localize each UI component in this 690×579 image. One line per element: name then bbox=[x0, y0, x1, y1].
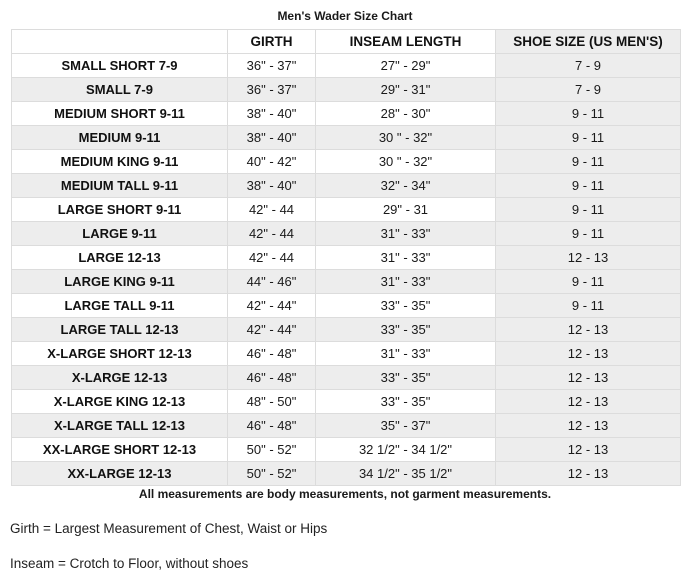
size-cell: LARGE TALL 9-11 bbox=[12, 294, 228, 318]
chart-title: Men's Wader Size Chart bbox=[277, 9, 413, 23]
size-cell: MEDIUM 9-11 bbox=[12, 126, 228, 150]
header-inseam-length: INSEAM LENGTH bbox=[316, 30, 496, 54]
table-row bbox=[12, 414, 681, 438]
size-cell: SMALL 7-9 bbox=[12, 78, 228, 102]
inseam-cell: 32 1/2" - 34 1/2" bbox=[316, 438, 496, 462]
shoe-size-cell: 9 - 11 bbox=[496, 294, 681, 318]
shoe-size-cell: 9 - 11 bbox=[496, 126, 681, 150]
shoe-size-cell: 12 - 13 bbox=[496, 414, 681, 438]
size-cell: XX-LARGE SHORT 12-13 bbox=[12, 438, 228, 462]
header-shoe-size: SHOE SIZE (US MEN'S) bbox=[496, 30, 681, 54]
inseam-cell: 30 " - 32" bbox=[316, 150, 496, 174]
table-row bbox=[12, 78, 681, 102]
table-row bbox=[12, 342, 681, 366]
girth-cell: 38" - 40" bbox=[228, 102, 316, 126]
size-cell: X-LARGE TALL 12-13 bbox=[12, 414, 228, 438]
girth-cell: 46" - 48" bbox=[228, 342, 316, 366]
table-row bbox=[12, 198, 681, 222]
table-row bbox=[12, 438, 681, 462]
shoe-size-cell: 9 - 11 bbox=[496, 174, 681, 198]
table-row bbox=[12, 462, 681, 486]
inseam-cell: 33" - 35" bbox=[316, 318, 496, 342]
size-cell: LARGE 12-13 bbox=[12, 246, 228, 270]
shoe-size-cell: 7 - 9 bbox=[496, 78, 681, 102]
size-cell: MEDIUM TALL 9-11 bbox=[12, 174, 228, 198]
inseam-cell: 29" - 31 bbox=[316, 198, 496, 222]
inseam-cell: 31" - 33" bbox=[316, 270, 496, 294]
table-row bbox=[12, 174, 681, 198]
girth-cell: 42" - 44 bbox=[228, 222, 316, 246]
size-cell: XX-LARGE 12-13 bbox=[12, 462, 228, 486]
shoe-size-cell: 12 - 13 bbox=[496, 246, 681, 270]
table-row bbox=[12, 366, 681, 390]
girth-cell: 42" - 44 bbox=[228, 198, 316, 222]
table-row bbox=[12, 102, 681, 126]
inseam-cell: 32" - 34" bbox=[316, 174, 496, 198]
inseam-cell: 29" - 31" bbox=[316, 78, 496, 102]
header-size bbox=[12, 30, 228, 54]
table-row bbox=[12, 246, 681, 270]
girth-cell: 44" - 46" bbox=[228, 270, 316, 294]
size-cell: LARGE TALL 12-13 bbox=[12, 318, 228, 342]
shoe-size-cell: 7 - 9 bbox=[496, 54, 681, 78]
measurement-note: All measurements are body measurements, not garment measurements. bbox=[138, 487, 552, 501]
girth-cell: 38" - 40" bbox=[228, 126, 316, 150]
inseam-cell: 35" - 37" bbox=[316, 414, 496, 438]
girth-cell: 36" - 37" bbox=[228, 78, 316, 102]
size-cell: MEDIUM KING 9-11 bbox=[12, 150, 228, 174]
inseam-cell: 27" - 29" bbox=[316, 54, 496, 78]
table-row bbox=[12, 294, 681, 318]
shoe-size-cell: 12 - 13 bbox=[496, 438, 681, 462]
table-row bbox=[12, 390, 681, 414]
girth-definition: Girth = Largest Measurement of Chest, Waist or Hips bbox=[10, 521, 328, 536]
inseam-cell: 30 " - 32" bbox=[316, 126, 496, 150]
table-header-row bbox=[12, 30, 681, 54]
girth-cell: 48" - 50" bbox=[228, 390, 316, 414]
table-row bbox=[12, 54, 681, 78]
shoe-size-cell: 12 - 13 bbox=[496, 342, 681, 366]
size-chart-table bbox=[11, 29, 681, 486]
size-cell: MEDIUM SHORT 9-11 bbox=[12, 102, 228, 126]
size-cell: SMALL SHORT 7-9 bbox=[12, 54, 228, 78]
table-row bbox=[12, 150, 681, 174]
table-row bbox=[12, 270, 681, 294]
shoe-size-cell: 9 - 11 bbox=[496, 198, 681, 222]
inseam-cell: 33" - 35" bbox=[316, 294, 496, 318]
table-row bbox=[12, 318, 681, 342]
size-cell: LARGE KING 9-11 bbox=[12, 270, 228, 294]
size-cell: LARGE 9-11 bbox=[12, 222, 228, 246]
size-cell: X-LARGE SHORT 12-13 bbox=[12, 342, 228, 366]
girth-cell: 50" - 52" bbox=[228, 462, 316, 486]
inseam-cell: 31" - 33" bbox=[316, 222, 496, 246]
table-row bbox=[12, 126, 681, 150]
inseam-cell: 28" - 30" bbox=[316, 102, 496, 126]
girth-cell: 46" - 48" bbox=[228, 414, 316, 438]
shoe-size-cell: 9 - 11 bbox=[496, 102, 681, 126]
table-row bbox=[12, 222, 681, 246]
size-cell: X-LARGE 12-13 bbox=[12, 366, 228, 390]
girth-cell: 46" - 48" bbox=[228, 366, 316, 390]
shoe-size-cell: 12 - 13 bbox=[496, 366, 681, 390]
shoe-size-cell: 12 - 13 bbox=[496, 318, 681, 342]
inseam-cell: 33" - 35" bbox=[316, 390, 496, 414]
girth-cell: 42" - 44" bbox=[228, 294, 316, 318]
size-cell: LARGE SHORT 9-11 bbox=[12, 198, 228, 222]
inseam-cell: 31" - 33" bbox=[316, 246, 496, 270]
shoe-size-cell: 12 - 13 bbox=[496, 462, 681, 486]
shoe-size-cell: 9 - 11 bbox=[496, 270, 681, 294]
girth-cell: 36" - 37" bbox=[228, 54, 316, 78]
girth-cell: 50" - 52" bbox=[228, 438, 316, 462]
shoe-size-cell: 9 - 11 bbox=[496, 150, 681, 174]
girth-cell: 42" - 44" bbox=[228, 318, 316, 342]
size-cell: X-LARGE KING 12-13 bbox=[12, 390, 228, 414]
girth-cell: 42" - 44 bbox=[228, 246, 316, 270]
shoe-size-cell: 9 - 11 bbox=[496, 222, 681, 246]
header-girth: GIRTH bbox=[228, 30, 316, 54]
girth-cell: 38" - 40" bbox=[228, 174, 316, 198]
inseam-cell: 34 1/2" - 35 1/2" bbox=[316, 462, 496, 486]
girth-cell: 40" - 42" bbox=[228, 150, 316, 174]
shoe-size-cell: 12 - 13 bbox=[496, 390, 681, 414]
inseam-definition: Inseam = Crotch to Floor, without shoes bbox=[10, 556, 249, 571]
inseam-cell: 33" - 35" bbox=[316, 366, 496, 390]
inseam-cell: 31" - 33" bbox=[316, 342, 496, 366]
